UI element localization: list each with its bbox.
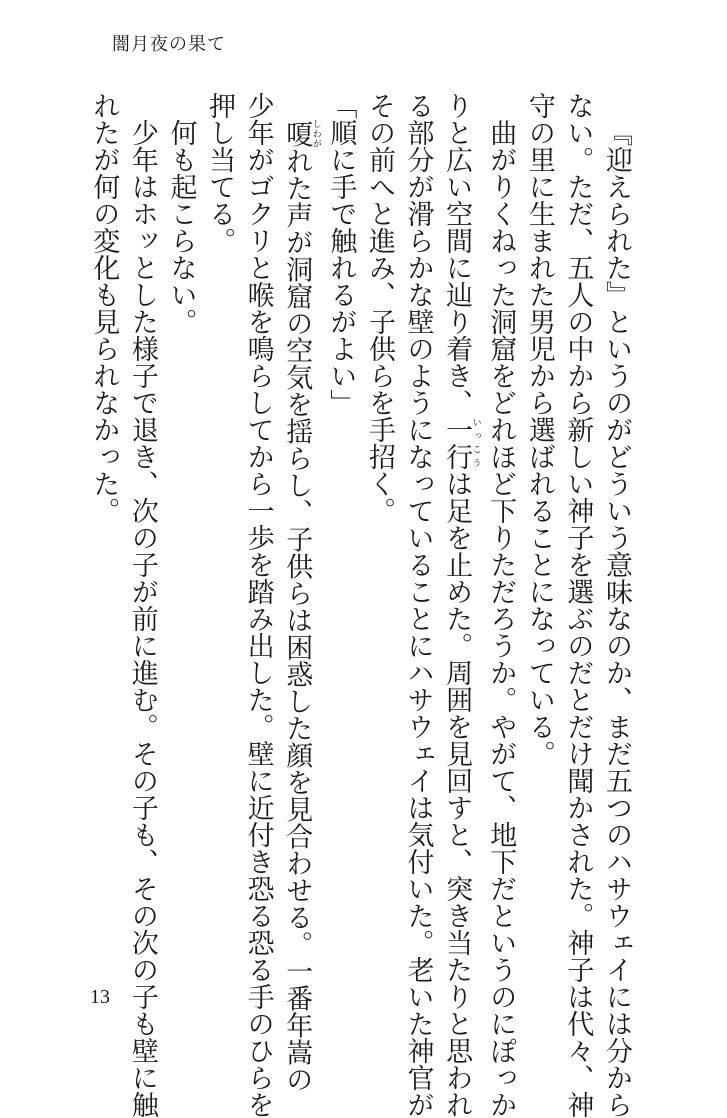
text-line: 何も起こらない。: [165, 119, 197, 335]
text-line: 少年はホッとした様子で退き、次の子が前に進む。その子も、その次の子も壁に触: [126, 119, 158, 1118]
dialogue-line: 「順に手で触れるがよい」: [325, 92, 357, 416]
ruby-base: 嗄: [281, 119, 313, 149]
text-line: その前へと進み、子供らを手招く。: [363, 92, 395, 524]
page-number: 13: [90, 986, 110, 1008]
ruby-base: 一行: [441, 416, 473, 470]
text-line: る部分が滑らかな壁のようになっていることにハサウェイは気付いた。老いた神官が: [402, 92, 434, 1118]
text-line: [437, 92, 481, 1118]
text-line: 少年がゴクリと喉を鳴らしてから一歩を踏み出した。壁に近付き恐る恐る手のひらを: [242, 92, 274, 1118]
text-line: [277, 92, 321, 1093]
ruby-word: [441, 416, 481, 470]
ruby-reading: いっこう: [470, 416, 481, 470]
text-line: 曲がりくねった洞窟をどれほど下りただろうか。やがて、地下だというのにぽっか: [485, 119, 517, 1118]
text-segment: は足を止めた。周囲を見回すと、突き当たりと思われ: [441, 470, 473, 1118]
text-line: 『迎えられた』というのがどういう意味なのか、まだ五つのハサウェイには分から: [601, 119, 632, 1118]
text-line: ない。ただ、五人の中から新しい神子を選ぶのだとだけ聞かされた。神子は代々、神: [562, 92, 594, 1118]
text-line: 押し当てる。: [204, 92, 236, 254]
running-head: 闇月夜の果て: [112, 34, 226, 55]
text-segment: れた声が洞窟の空気を揺らし、子供らは困惑した顔を見合わせる。一番年嵩の: [281, 147, 313, 1093]
ruby-word: [281, 119, 321, 149]
text-line: 守の里に生まれた男児から選ばれることになっている。: [523, 92, 555, 767]
text-line: れたが何の変化も見られなかった。: [88, 92, 120, 524]
ruby-reading: しわが: [310, 119, 321, 149]
text-segment: りと広い空間に辿り着き、: [441, 92, 473, 416]
